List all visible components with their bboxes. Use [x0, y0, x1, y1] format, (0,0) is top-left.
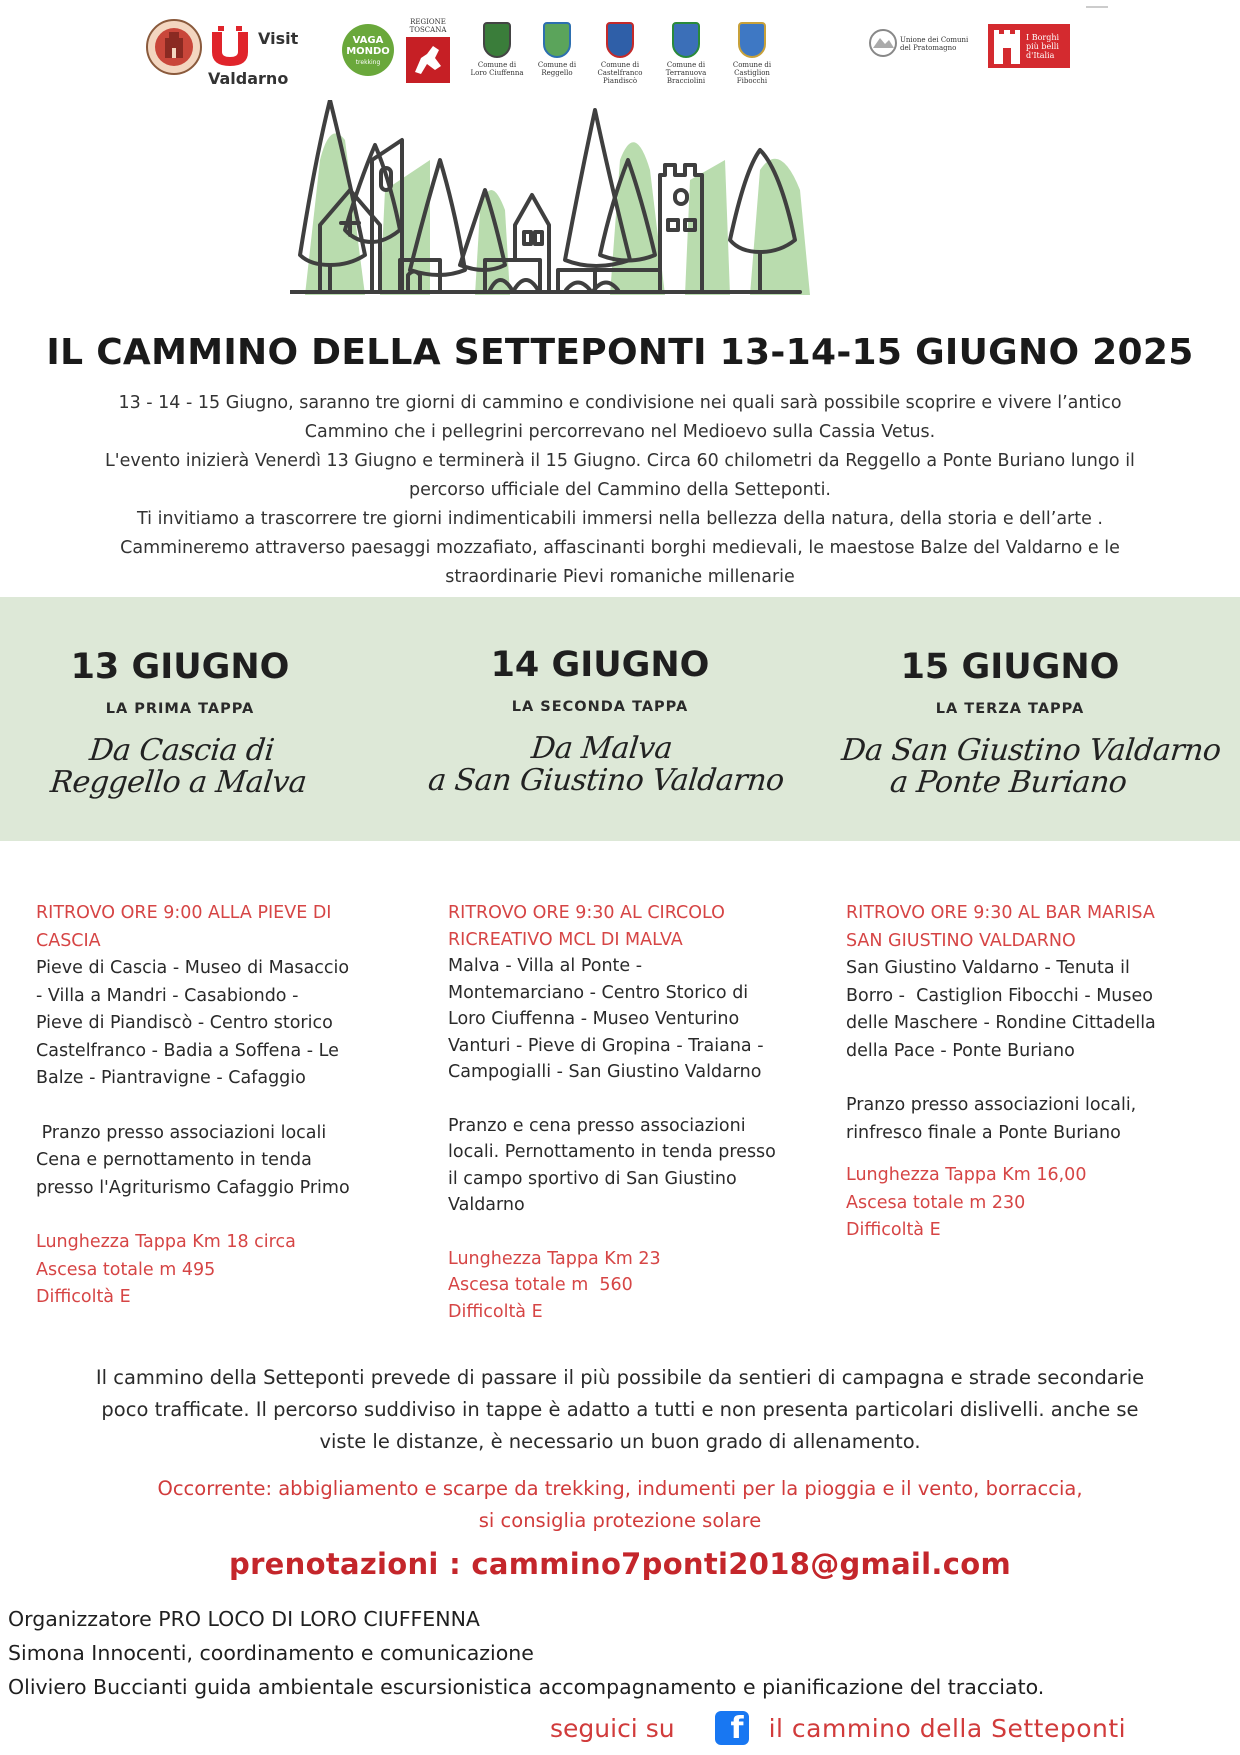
comune-label: Comune di: [537, 61, 577, 69]
intro-paragraph: [40, 389, 1200, 592]
castle-icon: [992, 28, 1022, 64]
meals-line: Valdarno: [448, 1195, 525, 1215]
unione-text-2: del Pratomagno: [900, 44, 957, 52]
itinerary-line: delle Maschere - Rondine Cittadella: [846, 1013, 1156, 1033]
social-follow: [550, 1708, 1126, 1748]
meeting-line: CASCIA: [36, 930, 101, 951]
stage-stats: [448, 1246, 798, 1326]
stage-2-details: [448, 900, 798, 1325]
organizers-list: [8, 1602, 1044, 1704]
crest-icon: [606, 22, 634, 58]
unione-text-1: Unione dei Comuni: [900, 36, 969, 44]
vagamondo-text-2: MONDO: [346, 46, 390, 57]
top-divider: [1086, 6, 1108, 8]
visit-text: Visit: [258, 29, 299, 48]
route-line: Da Cascia di: [87, 733, 276, 768]
borghi-text-3: d'Italia: [1026, 50, 1055, 60]
meeting-line: RITROVO ORE 9:30 AL BAR MARISA: [846, 903, 1155, 923]
intro-line: L'evento inizierà Venerdì 13 Giugno e terminerà il 15 Giugno. Circa 60 chilometri da Reggello a Ponte Buriano lungo il: [105, 451, 1135, 471]
description-line: Il cammino della Setteponti prevede di passare il più possibile da sentieri di campagna e strade secondarie: [95, 1366, 1145, 1389]
meeting-line: SAN GIUSTINO VALDARNO: [846, 930, 1076, 951]
borghi-text-2: più belli: [1026, 41, 1059, 51]
route-line: a Ponte Buriano: [888, 765, 1129, 800]
intro-line: Cammineremo attraverso paesaggi mozzafiato, affascinanti borghi medievali, le maestose Balze del Valdarno e le: [120, 538, 1120, 558]
route-line: a San Giustino Valdarno: [426, 763, 786, 798]
meals-info: [36, 1120, 386, 1203]
facebook-glyph: f: [730, 1711, 744, 1746]
stages-band: [0, 597, 1240, 841]
itinerary-line: Borro - Castiglion Fibocchi - Museo: [846, 985, 1153, 1006]
follow-label: seguici su: [550, 1713, 675, 1743]
stage-ascent: Ascesa totale m 560: [448, 1275, 633, 1295]
equipment-line: si consiglia protezione solare: [478, 1509, 762, 1532]
crest-icon: [672, 22, 700, 58]
description-line: viste le distanze, è necessario un buon grado di allenamento.: [319, 1430, 921, 1453]
partner-logos: [140, 18, 1100, 108]
stage-length: Lunghezza Tappa Km 23: [448, 1248, 661, 1269]
stage-ascent: Ascesa totale m 495: [36, 1259, 216, 1280]
comune-label: Comune di: [600, 61, 640, 69]
regione-text-1: REGIONE: [410, 18, 446, 26]
intro-line: percorso ufficiale del Cammino della Setteponti.: [408, 480, 831, 500]
itinerary-line: Balze - Piantravigne - Cafaggio: [36, 1068, 306, 1088]
equipment-line: Occorrente: abbigliamento e scarpe da trekking, indumenti per la pioggia e il vento, borraccia,: [157, 1477, 1083, 1500]
day-3-card: [839, 647, 1223, 800]
comune-name-2: Bracciolini: [666, 77, 706, 85]
stage-length: Lunghezza Tappa Km 16,00: [846, 1165, 1087, 1185]
stage-difficulty: Difficoltà E: [448, 1301, 543, 1322]
day-route: [837, 733, 1223, 800]
itinerary-line: San Giustino Valdarno - Tenuta il: [846, 958, 1130, 978]
borghi-piu-belli-logo: [988, 24, 1070, 68]
vagamondo-text-1: VAGA: [352, 35, 384, 46]
stage-stats: [36, 1229, 386, 1312]
description-line: poco trafficate. Il percorso suddiviso in tappe è adatto a tutti e non presenta particolari dislivelli. anche se: [101, 1398, 1139, 1421]
comune-name-2: Piandiscò: [602, 77, 638, 85]
meals-line: il campo sportivo di San Giustino: [448, 1168, 737, 1189]
meeting-point: [36, 900, 386, 955]
organizer-line: Oliviero Buccianti guida ambientale escursionistica accompagnamento e pianificazione del tracciato.: [8, 1675, 1045, 1699]
itinerary-line: Campogialli - San Giustino Valdarno: [448, 1062, 762, 1082]
comune-castiglion-fibocchi-logo: [724, 18, 780, 85]
meals-info: [448, 1113, 798, 1219]
itinerary: [846, 955, 1196, 1065]
meeting-point: [846, 900, 1196, 955]
village-skyline-illustration: [290, 100, 910, 325]
regione-text-2: TOSCANA: [409, 26, 447, 34]
meals-line: rinfresco finale a Ponte Buriano: [846, 1122, 1121, 1143]
route-description: [0, 1362, 1240, 1458]
day-date: 14 GIUGNO: [490, 645, 710, 685]
day-2-card: [426, 645, 786, 798]
meeting-point: [448, 900, 798, 953]
itinerary-line: Loro Ciuffenna - Museo Venturino: [448, 1009, 740, 1029]
meeting-line: RICREATIVO MCL DI MALVA: [448, 929, 683, 950]
comune-label: Comune di: [477, 61, 517, 69]
meals-line: locali. Pernottamento in tenda presso: [448, 1142, 776, 1162]
day-stage: LA PRIMA TAPPA: [105, 701, 255, 717]
itinerary: [448, 953, 798, 1086]
itinerary-line: Pieve di Cascia - Museo di Masaccio: [36, 958, 350, 978]
crest-icon: [543, 22, 571, 58]
equipment-notice: [0, 1473, 1240, 1537]
facebook-page-link[interactable]: il cammino della Setteponti: [768, 1713, 1127, 1743]
pro-loco-logo: [144, 18, 204, 80]
intro-line: Ti invitiamo a trascorrere tre giorni indimenticabili immersi nella bellezza della natura, della storia e dell’arte .: [137, 509, 1103, 529]
comune-name: Castiglion: [734, 69, 770, 77]
intro-line: 13 - 14 - 15 Giugno, saranno tre giorni di cammino e condivisione nei quali sarà possibile scoprire e vivere l’antico: [118, 393, 1122, 413]
intro-line: Cammino che i pellegrini percorrevano nel Medioevo sulla Cassia Vetus.: [304, 422, 936, 442]
itinerary-line: - Villa a Mandri - Casabiondo -: [36, 985, 299, 1006]
itinerary-line: Vanturi - Pieve di Gropina - Traiana -: [448, 1035, 764, 1056]
comune-name-2: Fibocchi: [736, 77, 768, 85]
day-stage: LA SECONDA TAPPA: [511, 699, 689, 715]
meeting-line: RITROVO ORE 9:30 AL CIRCOLO: [448, 903, 725, 923]
meals-line: Pranzo e cena presso associazioni: [448, 1115, 746, 1136]
itinerary-line: Castelfranco - Badia a Soffena - Le: [36, 1040, 339, 1061]
stage-difficulty: Difficoltà E: [846, 1220, 941, 1240]
vagamondo-subtitle: trekking: [355, 59, 381, 66]
stage-length: Lunghezza Tappa Km 18 circa: [36, 1232, 296, 1252]
visit-valdarno-logo: [208, 26, 338, 88]
comune-reggello-logo: [532, 18, 582, 77]
itinerary-line: Montemarciano - Centro Storico di: [448, 982, 749, 1003]
vagamondo-logo: [340, 24, 396, 76]
organizer-line: Organizzatore PRO LOCO DI LORO CIUFFENNA: [8, 1607, 480, 1631]
route-line: Da Malva: [529, 731, 674, 766]
meals-line: Pranzo presso associazioni locali: [36, 1122, 327, 1143]
booking-email[interactable]: prenotazioni : cammino7ponti2018@gmail.com: [229, 1547, 1011, 1581]
meals-info: [846, 1092, 1196, 1147]
intro-line: straordinarie Pievi romaniche millenarie: [445, 567, 795, 587]
meals-line: Cena e pernottamento in tenda: [36, 1150, 312, 1170]
day-1-card: [30, 647, 330, 799]
day-stage: LA TERZA TAPPA: [935, 701, 1085, 717]
comune-name: Loro Ciuffenna: [470, 69, 524, 77]
day-date: 13 GIUGNO: [70, 647, 290, 687]
stage-ascent: Ascesa totale m 230: [846, 1192, 1026, 1213]
borghi-text-1: I Borghi: [1026, 32, 1060, 42]
itinerary-line: Pieve di Piandiscò - Centro storico: [36, 1013, 333, 1033]
itinerary-line: Malva - Villa al Ponte -: [448, 956, 643, 976]
itinerary-line: della Pace - Ponte Buriano: [846, 1040, 1075, 1061]
meeting-line: RITROVO ORE 9:00 ALLA PIEVE DI: [36, 903, 332, 923]
itinerary: [36, 955, 386, 1093]
day-route: [27, 735, 334, 799]
comune-terranuova-logo: [658, 18, 714, 85]
facebook-icon[interactable]: [715, 1711, 749, 1745]
crest-icon: [483, 22, 511, 58]
regione-toscana-logo: [402, 18, 454, 88]
comune-loro-ciuffenna-logo: [468, 18, 526, 77]
day-route: [426, 731, 786, 798]
stage-3-details: [846, 900, 1196, 1245]
unione-comuni-logo: [868, 28, 969, 58]
route-line: Reggello a Malva: [48, 765, 309, 800]
meals-line: presso l'Agriturismo Cafaggio Primo: [36, 1177, 350, 1198]
comune-name: Terranuova: [665, 69, 707, 77]
comune-name: Reggello: [541, 69, 573, 77]
meals-line: Pranzo presso associazioni locali,: [846, 1095, 1137, 1115]
route-line: Da San Giustino Valdarno: [839, 733, 1223, 768]
comune-label: Comune di: [666, 61, 706, 69]
organizer-line: Simona Innocenti, coordinamento e comunicazione: [8, 1641, 534, 1665]
valdarno-text: Valdarno: [208, 69, 289, 88]
day-date: 15 GIUGNO: [900, 647, 1120, 687]
comune-name: Castelfranco: [597, 69, 643, 77]
crest-icon: [738, 22, 766, 58]
stage-stats: [846, 1162, 1196, 1245]
comune-label: Comune di: [732, 61, 772, 69]
page-title: IL CAMMINO DELLA SETTEPONTI 13-14-15 GIUGNO 2025: [46, 332, 1194, 373]
stage-1-details: [36, 900, 386, 1312]
comune-castelfranco-logo: [592, 18, 648, 85]
stage-difficulty: Difficoltà E: [36, 1287, 131, 1307]
